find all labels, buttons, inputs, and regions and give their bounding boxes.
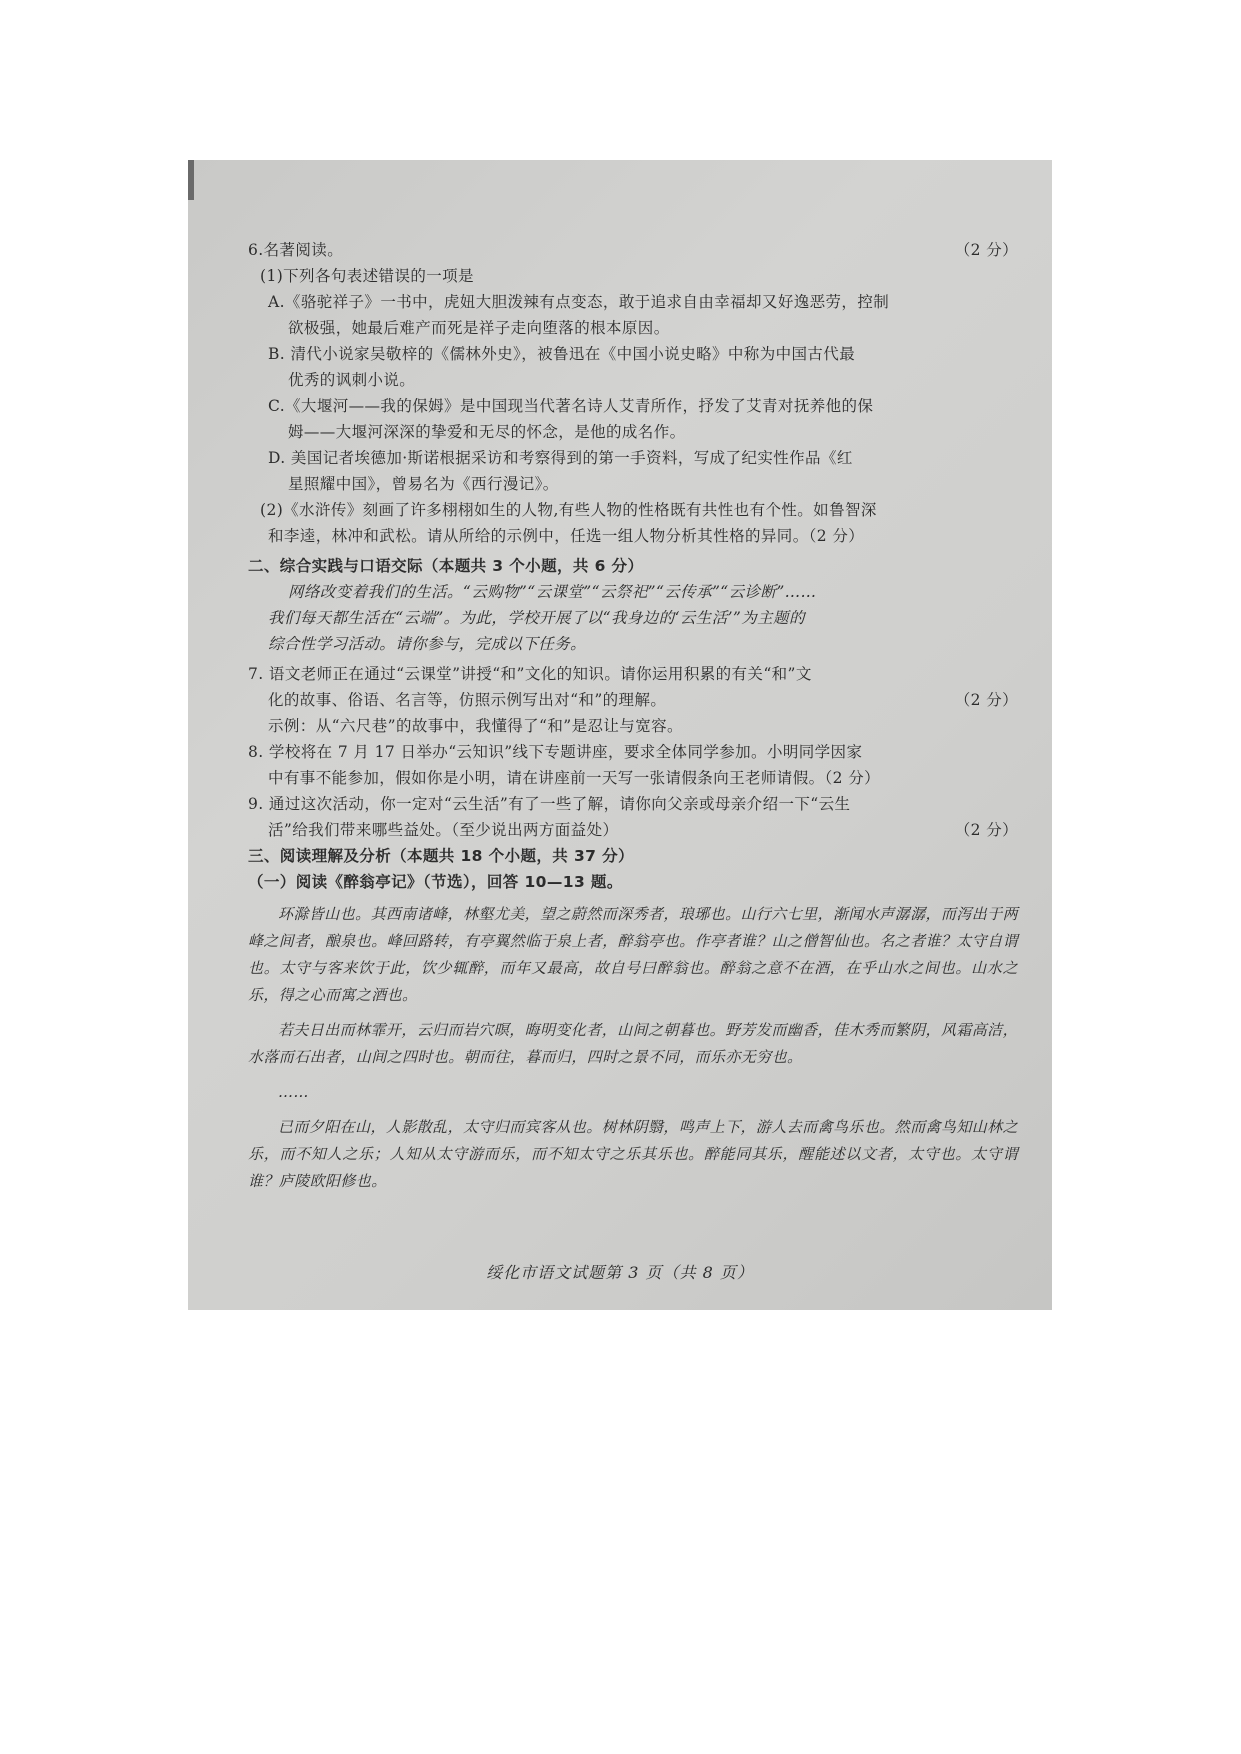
question-8-line1: 8. 学校将在 7 月 17 日举办“云知识”线下专题讲座，要求全体同学参加。小明同学因家 xyxy=(248,743,863,761)
option-c-line2: 姆——大堰河深深的挚爱和无尽的怀念，是他的成名作。 xyxy=(288,423,686,441)
passage-paragraph-2: 若夫日出而林霏开，云归而岩穴暝，晦明变化者，山间之朝暮也。野芳发而幽香，佳木秀而繁阴，风霜高洁，水落而石出者，山间之四时也。朝而往，暮而归，四时之景不同，而乐亦无穷也。 xyxy=(248,1021,1018,1066)
option-b-line2: 优秀的讽刺小说。 xyxy=(288,371,416,389)
passage-ellipsis: …… xyxy=(278,1083,309,1101)
section-2-title: 二、综合实践与口语交际（本题共 3 个小题，共 6 分） xyxy=(248,557,644,575)
option-b-line1: B. 清代小说家吴敬梓的《儒林外史》，被鲁迅在《中国小说史略》中称为中国古代最 xyxy=(268,345,856,363)
section-3-title: 三、阅读理解及分析（本题共 18 个小题，共 37 分） xyxy=(248,847,634,865)
question-9-score: （2 分） xyxy=(954,821,1018,839)
question-6-title: 6.名著阅读。 （2 分） xyxy=(248,237,1018,263)
passage-paragraph-1: 环滁皆山也。其西南诸峰，林壑尤美，望之蔚然而深秀者，琅琊也。山行六七里，渐闻水声潺潺，而泻出于两峰之间者，酿泉也。峰回路转，有亭翼然临于泉上者，醉翁亭也。作亭者谁？山之僧智仙也。名之者谁？太守自谓也。太守与客来饮于此，饮少辄醉，而年又最高，故自号曰醉翁也。醉翁之意不在酒，在乎山水之间也。山水之乐，得之心而寓之酒也。 xyxy=(248,905,1019,1004)
page-edge-shadow xyxy=(188,160,194,200)
question-9-line1: 9. 通过这次活动，你一定对“云生活”有了一些了解，请你向父亲或母亲介绍一下“云生 xyxy=(248,795,851,813)
option-a-line1: A.《骆驼祥子》一书中，虎妞大胆泼辣有点变态，敢于追求自由幸福却又好逸恶劳，控制 xyxy=(268,293,890,311)
question-6-score: （2 分） xyxy=(954,241,1018,259)
question-6-sub1: (1)下列各句表述错误的一项是 xyxy=(260,267,474,285)
option-d-line1: D. 美国记者埃德加·斯诺根据采访和考察得到的第一手资料，写成了纪实性作品《红 xyxy=(268,449,853,467)
page-footer: 绥化市语文试题第 3 页（共 8 页） xyxy=(486,1263,754,1282)
section-3-part1-title: （一）阅读《醉翁亭记》（节选），回答 10—13 题。 xyxy=(248,873,623,891)
option-c-line1: C.《大堰河——我的保姆》是中国现当代著名诗人艾青所作，抒发了艾青对抚养他的保 xyxy=(268,397,874,415)
question-7-example: 示例：从“六尺巷”的故事中，我懂得了“和”是忍让与宽容。 xyxy=(268,717,683,735)
reading-passage xyxy=(248,901,1018,1195)
question-9-line2: 活”给我们带来哪些益处。（至少说出两方面益处） （2 分） xyxy=(248,817,1018,843)
question-6-sub2-line1: (2)《水浒传》刻画了许多栩栩如生的人物,有些人物的性格既有共性也有个性。如鲁智深 xyxy=(260,501,877,519)
section-2-intro-line2: 我们每天都生活在“云端”。为此，学校开展了以“我身边的‘云生活’”为主题的 xyxy=(268,609,805,627)
question-6-sub2-line2: 和李逵，林冲和武松。请从所给的示例中，任选一组人物分析其性格的异同。（2 分） xyxy=(268,527,865,545)
exam-page-photo xyxy=(188,160,1052,1310)
question-7-line2: 化的故事、俗语、名言等，仿照示例写出对“和”的理解。 （2 分） xyxy=(248,687,1018,713)
option-a-line2: 欲极强，她最后难产而死是祥子走向堕落的根本原因。 xyxy=(288,319,670,337)
question-8-line2: 中有事不能参加，假如你是小明，请在讲座前一天写一张请假条向王老师请假。（2 分） xyxy=(268,769,881,787)
question-7-score: （2 分） xyxy=(954,691,1018,709)
exam-content xyxy=(248,237,1018,1203)
section-2-intro-line1: 网络改变着我们的生活。“云购物”“云课堂”“云祭祀”“云传承”“云诊断”…… xyxy=(288,583,817,601)
section-2-intro-line3: 综合性学习活动。请你参与，完成以下任务。 xyxy=(268,635,587,653)
option-d-line2: 星照耀中国》，曾易名为《西行漫记》。 xyxy=(288,475,559,493)
passage-paragraph-3: 已而夕阳在山，人影散乱，太守归而宾客从也。树林阴翳，鸣声上下，游人去而禽鸟乐也。然而禽鸟知山林之乐，而不知人之乐；人知从太守游而乐，而不知太守之乐其乐也。醉能同其乐，醒能述以文者，太守也。太守谓谁？庐陵欧阳修也。 xyxy=(248,1118,1018,1190)
question-7-line1: 7. 语文老师正在通过“云课堂”讲授“和”文化的知识。请你运用积累的有关“和”文 xyxy=(248,665,812,683)
